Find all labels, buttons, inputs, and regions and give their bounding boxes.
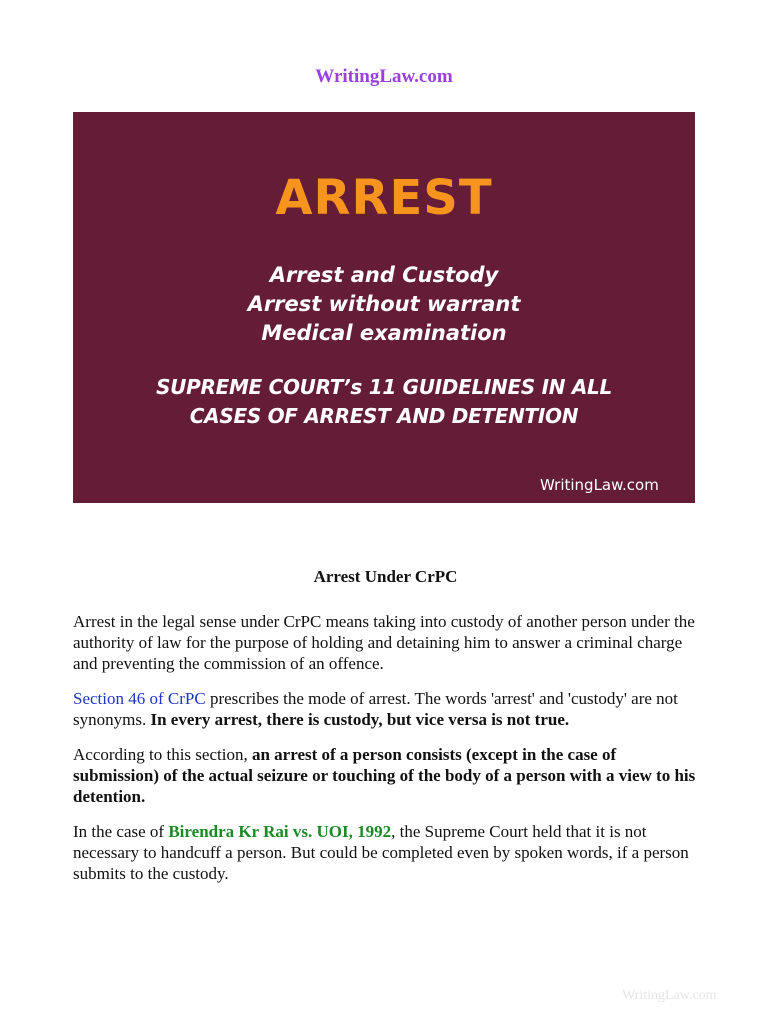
site-header-link[interactable]: WritingLaw.com bbox=[315, 66, 453, 87]
paragraph-text: In the case of bbox=[73, 822, 169, 841]
paragraph-section-46 bbox=[73, 688, 698, 730]
section-heading: Arrest Under CrPC bbox=[313, 567, 458, 586]
banner-guidelines-line: SUPREME COURT’s 11 GUIDELINES IN ALL bbox=[156, 375, 612, 399]
banner-topics bbox=[0, 261, 768, 348]
banner-title: ARREST bbox=[275, 170, 493, 226]
banner-guidelines bbox=[0, 373, 768, 431]
banner-guidelines-line: CASES OF ARREST AND DETENTION bbox=[189, 404, 579, 428]
banner-topic-line: Medical examination bbox=[261, 321, 507, 345]
banner-topic-line: Arrest without warrant bbox=[247, 292, 521, 316]
banner-brand: WritingLaw.com bbox=[540, 476, 659, 494]
article-body bbox=[73, 566, 698, 898]
paragraph-bold-text: an arrest of a person consists (except in the case of submission) of the actual seizure or touching of the body of a person with a view to his detention. bbox=[73, 745, 696, 806]
birendra-case-link[interactable]: Birendra Kr Rai vs. UOI, 1992 bbox=[168, 822, 392, 841]
paragraph-arrest-consists bbox=[73, 744, 698, 807]
paragraph-case-law bbox=[73, 821, 698, 884]
paragraph-text: prescribes the mode of arrest. The words 'arrest' and 'custody' are not synonyms. bbox=[73, 689, 678, 729]
paragraph-bold-text: In every arrest, there is custody, but vice versa is not true. bbox=[150, 710, 570, 729]
banner-topic-line: Arrest and Custody bbox=[269, 263, 499, 287]
paragraph-text: , the Supreme Court held that it is not necessary to handcuff a person. But could be completed even by spoken words, if a person submits to the custody. bbox=[73, 822, 689, 883]
paragraph-definition: Arrest in the legal sense under CrPC means taking into custody of another person under the authority of law for the purpose of holding and detaining him to answer a criminal charge and preventing the commission of an offence. bbox=[73, 612, 695, 673]
paragraph-text: According to this section, bbox=[73, 745, 252, 764]
watermark: WritingLaw.com bbox=[622, 988, 717, 1003]
section-46-link[interactable]: Section 46 of CrPC bbox=[73, 689, 206, 708]
